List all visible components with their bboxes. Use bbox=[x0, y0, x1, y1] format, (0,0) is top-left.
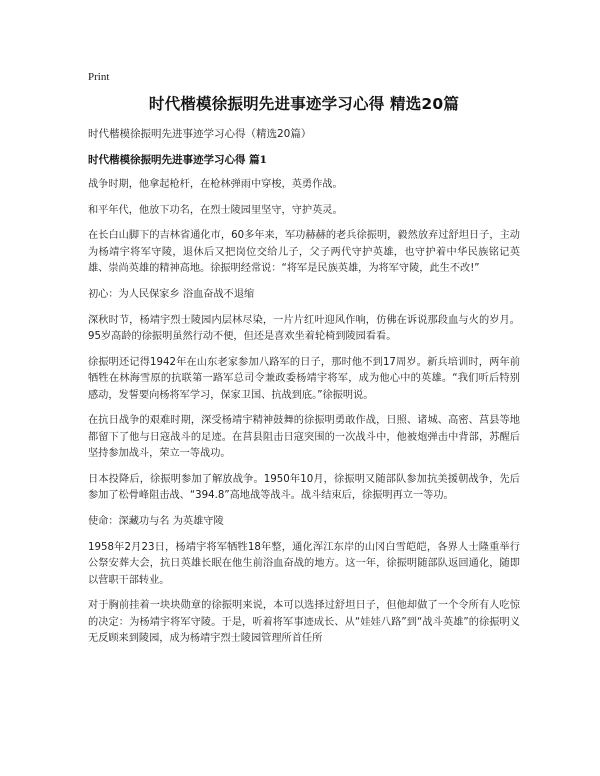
print-label[interactable]: Print bbox=[88, 71, 110, 83]
paragraph-9: 对于胸前挂着一块块勋章的徐振明来说，本可以选择过舒坦日子，但他却做了一个令所有人吃惊的决定：为杨靖宇将军守陵。于是，听着将军事迹成长、从“娃娃八路”到“战斗英雄”的徐振明义无反顾来到陵园，成为杨靖宇烈士陵园管理所首任所 bbox=[88, 600, 520, 644]
subheading-mission: 使命：深藏功与名 为英雄守陵 bbox=[88, 515, 224, 527]
paragraph-6: 在抗日战争的艰难时期，深受杨靖宇精神鼓舞的徐振明勇敢作战，日照、诸城、高密、莒县等地都留下了他与日寇战斗的足迹。在莒县阻击日寇突围的一次战斗中，他被炮弹击中背部，苏醒后坚持参加战斗，荣立一等战功。 bbox=[88, 415, 520, 459]
paragraph-7: 日本投降后，徐振明参加了解放战争。1950年10月，徐振明又随部队参加抗美援朝战争，先后参加了松骨峰阻击战、“394.8”高地战等战斗。战斗结束后，徐振明再立一等功。 bbox=[88, 473, 520, 501]
paragraph-3: 在长白山脚下的吉林省通化市，60多年来，军功赫赫的老兵徐振明，毅然放弃过舒坦日子，主动为杨靖宇将军守陵，退休后又把岗位交给儿子，父子两代守护英雄，也守护着中华民族铭记英雄、崇尚英雄的精神高地。徐振明经常说：“将军是民族英雄，为将军守陵，此生不改!” bbox=[88, 230, 520, 274]
paragraph-8: 1958年2月23日，杨靖宇将军牺牲18年整，通化浑江东岸的山冈白雪皑皑，各界人士隆重举行公祭安葬大会，抗日英雄长眠在他生前浴血奋战的地方。这一年，徐振明随部队返回通化，随即以营职干部转业。 bbox=[88, 541, 520, 586]
paragraph-2: 和平年代，他放下功名，在烈士陵园里坚守，守护英灵。 bbox=[88, 204, 343, 216]
paragraph-4: 深秋时节，杨靖宇烈士陵园内层林尽染，一片片红叶迎风作响，仿佛在诉说那段血与火的岁月。95岁高龄的徐振明虽然行动不便，但还是喜欢坐着轮椅到陵园看看。 bbox=[88, 314, 520, 342]
paragraph-1: 战争时期，他拿起枪杆，在枪林弹雨中穿梭，英勇作战。 bbox=[88, 179, 343, 190]
subheading-initial-heart: 初心：为人民保家乡 浴血奋战不退缩 bbox=[88, 288, 255, 300]
document-page bbox=[88, 70, 520, 657]
page-title: 时代楷模徐振明先进事迹学习心得 精选20篇 bbox=[148, 95, 460, 113]
paragraph-5: 徐振明还记得1942年在山东老家参加八路军的日子，那时他不到17周岁。新兵培训时，两年前牺牲在林海雪原的抗联第一路军总司令兼政委杨靖宇将军，成为他心中的英雄。“我们听后特别感动，发誓要向杨将军学习，保家卫国、抗战到底。”徐振明说。 bbox=[88, 356, 520, 401]
document-subtitle: 时代楷模徐振明先进事迹学习心得（精选20篇） bbox=[88, 128, 312, 140]
section-title: 时代楷模徐振明先进事迹学习心得 篇1 bbox=[88, 154, 267, 166]
